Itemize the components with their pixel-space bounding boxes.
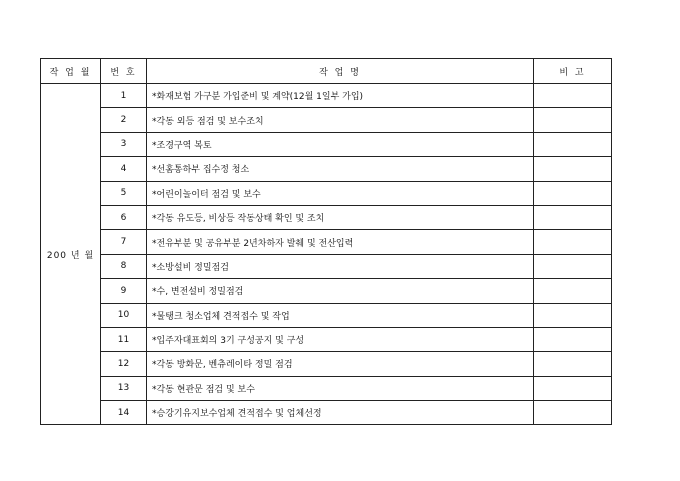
header-number: 번 호 [101, 59, 147, 84]
task-name: *수, 변전설비 정밀점검 [147, 279, 534, 303]
row-number: 6 [101, 205, 147, 229]
table-row [41, 376, 612, 400]
row-number: 9 [101, 279, 147, 303]
row-number: 4 [101, 157, 147, 181]
note-cell [534, 327, 612, 351]
row-number: 7 [101, 230, 147, 254]
row-number: 3 [101, 132, 147, 156]
table-row [41, 181, 612, 205]
row-number: 1 [101, 84, 147, 108]
task-name: *물탱크 청소업체 견적접수 및 작업 [147, 303, 534, 327]
table-row [41, 254, 612, 278]
row-number: 8 [101, 254, 147, 278]
note-cell [534, 108, 612, 132]
note-cell [534, 132, 612, 156]
note-cell [534, 84, 612, 108]
task-name: *선홈통하부 집수정 청소 [147, 157, 534, 181]
table-row [41, 84, 612, 108]
work-schedule-table [40, 58, 612, 425]
note-cell [534, 401, 612, 425]
table-row [41, 108, 612, 132]
row-number: 12 [101, 352, 147, 376]
table-row [41, 132, 612, 156]
task-name: *조경구역 복토 [147, 132, 534, 156]
row-number: 14 [101, 401, 147, 425]
table-row [41, 157, 612, 181]
header-task: 작 업 명 [147, 59, 534, 84]
table-row [41, 401, 612, 425]
task-name: *입주자대표회의 3기 구성공지 및 구성 [147, 327, 534, 351]
task-name: *각동 외등 점검 및 보수조치 [147, 108, 534, 132]
note-cell [534, 279, 612, 303]
table-row [41, 205, 612, 229]
task-name: *전유부분 및 공유부분 2년차하자 발췌 및 전산입력 [147, 230, 534, 254]
row-number: 13 [101, 376, 147, 400]
row-number: 5 [101, 181, 147, 205]
table-row [41, 303, 612, 327]
table-row [41, 230, 612, 254]
table-row [41, 279, 612, 303]
row-number: 11 [101, 327, 147, 351]
task-name: *소방설비 정밀점검 [147, 254, 534, 278]
note-cell [534, 157, 612, 181]
note-cell [534, 352, 612, 376]
header-month: 작 업 월 [41, 59, 101, 84]
note-cell [534, 230, 612, 254]
note-cell [534, 205, 612, 229]
table-row [41, 327, 612, 351]
table-row [41, 352, 612, 376]
task-name: *각동 유도등, 비상등 작동상태 확인 및 조치 [147, 205, 534, 229]
row-number: 2 [101, 108, 147, 132]
task-name: *승강기유지보수업체 견적접수 및 업체선정 [147, 401, 534, 425]
task-name: *화재보험 가구분 가입준비 및 계약(12월 1일부 가입) [147, 84, 534, 108]
table-header-row [41, 59, 612, 84]
note-cell [534, 376, 612, 400]
note-cell [534, 254, 612, 278]
task-name: *각동 방화문, 벤츄레이타 정밀 점검 [147, 352, 534, 376]
task-name: *각동 현관문 점검 및 보수 [147, 376, 534, 400]
note-cell [534, 303, 612, 327]
month-cell: 200 년 월 [41, 84, 101, 425]
note-cell [534, 181, 612, 205]
task-name: *어린이놀이터 점검 및 보수 [147, 181, 534, 205]
row-number: 10 [101, 303, 147, 327]
header-note: 비 고 [534, 59, 612, 84]
